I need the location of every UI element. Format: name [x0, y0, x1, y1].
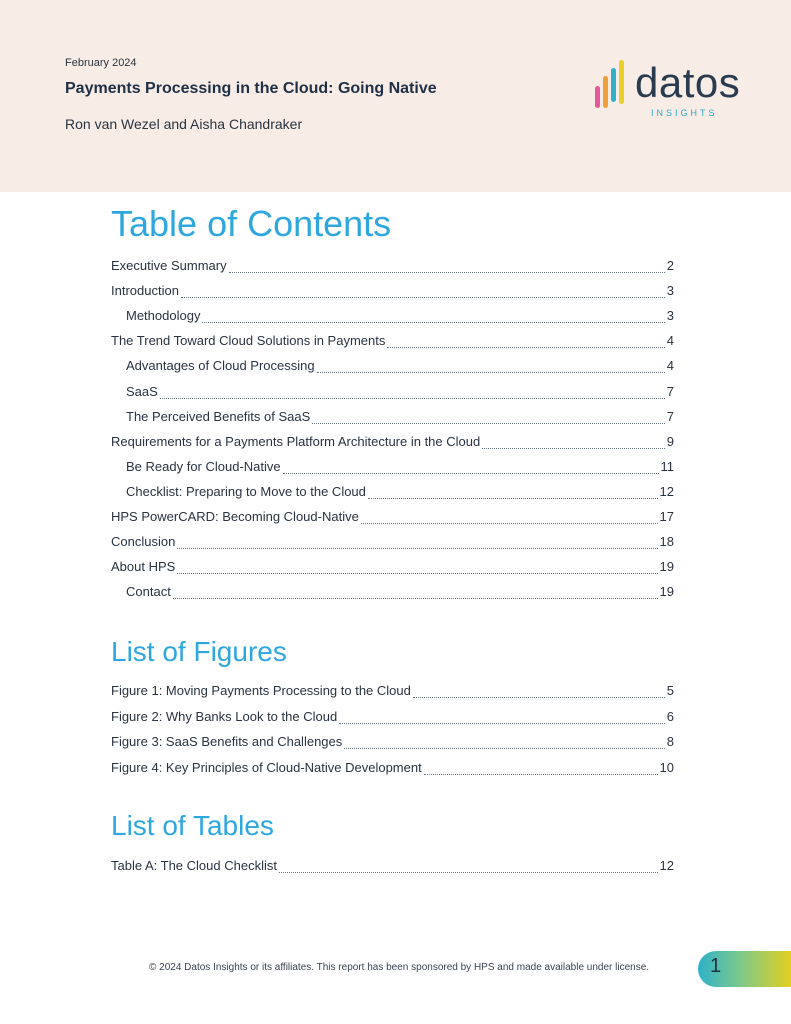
dot-leader — [482, 448, 665, 449]
report-authors: Ron van Wezel and Aisha Chandraker — [65, 116, 303, 132]
dot-leader — [181, 297, 665, 298]
tables-heading: List of Tables — [111, 810, 274, 841]
dot-leader — [312, 423, 664, 424]
dot-leader — [177, 573, 657, 574]
dot-leader — [229, 272, 665, 273]
toc-entry-label: Be Ready for Cloud-Native — [126, 458, 281, 474]
toc-entry-label: Executive Summary — [111, 258, 227, 273]
dot-leader — [202, 322, 664, 323]
toc-entry-page: 3 — [666, 283, 674, 299]
footer-copyright: © 2024 Datos Insights or its affiliates. This report has been sponsored by HPS and made available under license. — [149, 962, 650, 973]
datos-insights-logo — [594, 58, 744, 122]
report-header — [0, 0, 791, 192]
toc-entry-label: Introduction — [111, 283, 179, 299]
figures-entry-page: 8 — [666, 734, 674, 749]
figures-entry-label: Figure 2: Why Banks Look to the Cloud — [111, 708, 338, 724]
toc-entry-page: 7 — [666, 383, 674, 399]
toc-entry-page: 11 — [660, 458, 674, 474]
dot-leader — [173, 598, 658, 599]
dot-leader — [317, 372, 665, 373]
toc-entry[interactable] — [126, 308, 674, 328]
figures-entry[interactable] — [111, 734, 674, 754]
toc-entry-page: 12 — [659, 483, 674, 499]
tables-entry[interactable] — [111, 858, 674, 878]
logo-wordmark: datos — [635, 59, 741, 106]
figures-entry-label: Figure 1: Moving Payments Processing to the Cloud — [111, 683, 411, 698]
dot-leader — [160, 398, 665, 399]
toc-entry[interactable] — [111, 534, 674, 554]
report-date: February 2024 — [65, 57, 137, 69]
page-number: 1 — [710, 955, 722, 977]
toc-heading: Table of Contents — [111, 203, 392, 244]
toc-entry[interactable] — [126, 409, 674, 429]
toc-entry-label: Methodology — [126, 308, 201, 324]
toc-entry-label: HPS PowerCARD: Becoming Cloud-Native — [111, 509, 359, 524]
toc-entry-label: Checklist: Preparing to Move to the Cloud — [126, 483, 366, 499]
dot-leader — [279, 872, 658, 873]
toc-entry[interactable] — [111, 333, 674, 353]
dot-leader — [339, 723, 665, 724]
dot-leader — [361, 523, 658, 524]
toc-entry[interactable] — [111, 559, 674, 579]
toc-entry[interactable] — [111, 258, 674, 278]
figures-entry[interactable] — [111, 760, 674, 780]
toc-entry-label: The Trend Toward Cloud Solutions in Payments — [111, 333, 386, 349]
toc-entry-page: 3 — [666, 308, 674, 324]
dot-leader — [283, 473, 659, 474]
tables-entry-page: 12 — [659, 858, 674, 873]
toc-entry-label: About HPS — [111, 559, 176, 575]
logo-subtitle: INSIGHTS — [651, 108, 718, 118]
figures-entry[interactable] — [111, 683, 674, 703]
dot-leader — [387, 347, 664, 348]
toc-entry-page: 19 — [659, 584, 674, 600]
toc-entry[interactable] — [126, 384, 674, 404]
toc-entry-label: Advantages of Cloud Processing — [126, 358, 315, 374]
toc-entry-page: 4 — [666, 358, 674, 374]
dot-leader — [368, 498, 658, 499]
page-number-badge — [698, 951, 791, 987]
dot-leader — [177, 548, 657, 549]
toc-entry[interactable] — [126, 484, 674, 504]
figures-entry-label: Figure 3: SaaS Benefits and Challenges — [111, 734, 343, 749]
figures-heading: List of Figures — [111, 636, 287, 667]
toc-entry-page: 18 — [659, 534, 674, 550]
dot-leader — [344, 748, 665, 749]
toc-entry-label: Conclusion — [111, 534, 176, 550]
tables-entry-label: Table A: The Cloud Checklist — [111, 858, 277, 873]
figures-entry-page: 5 — [666, 683, 674, 698]
toc-entry-page: 17 — [659, 509, 674, 524]
toc-entry-page: 9 — [666, 433, 674, 449]
figures-entry-label: Figure 4: Key Principles of Cloud-Native Development — [111, 759, 422, 775]
toc-entry[interactable] — [111, 283, 674, 303]
toc-entry-page: 7 — [666, 408, 674, 424]
dot-leader — [424, 774, 658, 775]
toc-entry-label: Contact — [126, 584, 171, 600]
toc-entry[interactable] — [111, 434, 674, 454]
toc-entry-label: SaaS — [126, 383, 158, 399]
figures-entry-page: 6 — [666, 708, 674, 724]
logo-bars-icon — [594, 58, 634, 118]
toc-entry-page: 2 — [666, 258, 674, 273]
toc-entry[interactable] — [111, 509, 674, 529]
figures-entry-page: 10 — [659, 759, 674, 775]
dot-leader — [413, 697, 665, 698]
toc-entry-page: 4 — [666, 333, 674, 349]
toc-entry[interactable] — [126, 584, 674, 604]
toc-entry-label: Requirements for a Payments Platform Architecture in the Cloud — [111, 433, 481, 449]
toc-entry[interactable] — [126, 459, 674, 479]
toc-entry[interactable] — [126, 358, 674, 378]
toc-entry-label: The Perceived Benefits of SaaS — [126, 408, 311, 424]
report-title: Payments Processing in the Cloud: Going Native — [65, 80, 437, 97]
figures-entry[interactable] — [111, 709, 674, 729]
toc-entry-page: 19 — [659, 559, 674, 575]
